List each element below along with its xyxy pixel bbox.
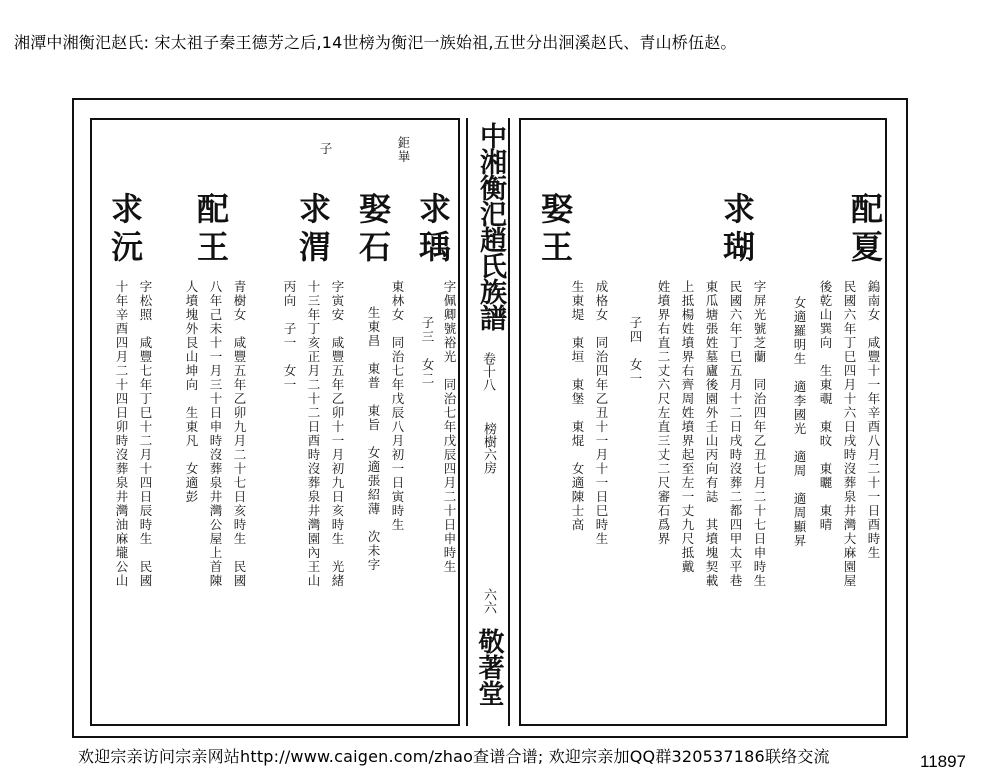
right-col-12: 生東堤 東垣 東堡 東焜 女適陳士高 [570,280,585,532]
right-heading-1: 配夏 [846,192,884,268]
spine-title: 中湘衡汜趙氏族譜 [475,122,506,330]
left-col-6: 十三年丁亥正月二十二日酉時沒葬泉井灣園內王山 [306,280,321,588]
left-heading-4: 配王 [192,192,230,268]
footer-caption: 欢迎宗亲访问宗亲网站http://www.caigen.com/zhao查谱合谱; 欢迎宗亲加QQ群320537186联络交流 [78,747,830,766]
right-col-9: 姓墳界右直二丈六尺左直三丈二尺審石爲界 [656,280,671,546]
left-col-4: 生東昌 東普 東旨 女適張紹薄 次未字 [366,306,381,572]
left-col-1: 字佩卿號裕光 同治七年戊辰四月二十日申時生 [442,280,457,574]
left-col-10: 人墳塊外艮山坤向 生東凡 女適彭 [184,280,199,504]
left-col-3: 東林女 同治七年戊辰八月初一日寅時生 [390,280,405,532]
left-col-12: 十年辛酉四月二十四日卯時沒葬泉井灣油麻壠公山 [114,280,129,588]
left-top-note-2: 鉅崋 [396,136,411,164]
right-col-4: 女適羅明生 適李國光 適周 適周顯昇 [792,296,807,548]
right-heading-3: 娶王 [536,192,574,268]
left-col-9: 八年己未十一月三十日申時沒葬泉井灣公屋上首陳 [208,280,223,588]
top-caption: 湘潭中湘衡汜赵氏: 宋太祖子秦王德芳之后,14世榜为衡汜一族始祖,五世分出洄溪赵氏、青山桥伍赵。 [14,33,737,52]
right-col-6: 民國六年丁巳五月十二日戌時沒葬二都四甲太平巷 [728,280,743,588]
right-col-2: 民國六年丁巳四月十六日戌時沒葬泉井灣大麻園屋 [842,280,857,588]
left-col-5: 字寅安 咸豐五年乙卯十一月初九日亥時生 光緒 [330,280,345,588]
left-heading-5: 求沅 [106,192,144,268]
spine-leaf: 六六 [481,588,496,614]
page-number: 11897 [920,752,967,771]
right-col-3: 後乾山巽向 生東覗 東旼 東曬 東晴 [818,280,833,532]
left-top-note-1: 子 [318,142,333,156]
left-heading-1: 求瑀 [414,192,452,268]
right-col-7: 東瓜塘張姓墓廬後園外壬山丙向有誌 其墳塊契載 [704,280,719,588]
right-col-5: 字屏光號芝蘭 同治四年乙丑七月二十七日申時生 [752,280,767,588]
left-col-8: 青樹女 咸豐五年乙卯九月二十七日亥時生 民國 [232,280,247,588]
left-col-7: 丙向 子一 女一 [282,280,297,392]
left-heading-2: 娶石 [354,192,392,268]
left-col-2: 子三 女二 [420,316,435,386]
right-heading-2: 求瑚 [718,192,756,268]
spine-volume: 卷十八 [480,352,495,391]
genealogy-scan [72,98,908,738]
left-col-11: 字松照 咸豐七年丁巳十二月十四日辰時生 民國 [138,280,153,588]
right-col-8: 上抵楊姓墳界右齊周姓墳界起至左一丈九尺抵戴 [680,280,695,574]
right-col-11: 成格女 同治四年乙丑十一月十一日巳時生 [594,280,609,546]
right-col-1: 鎢南女 咸豐十一年辛酉八月二十一日酉時生 [866,280,881,560]
left-heading-3: 求渭 [294,192,332,268]
spine-hall: 敬著堂 [474,628,504,706]
right-col-10: 子四 女一 [628,316,643,386]
spine-branch: 榜樹六房 [481,422,496,474]
